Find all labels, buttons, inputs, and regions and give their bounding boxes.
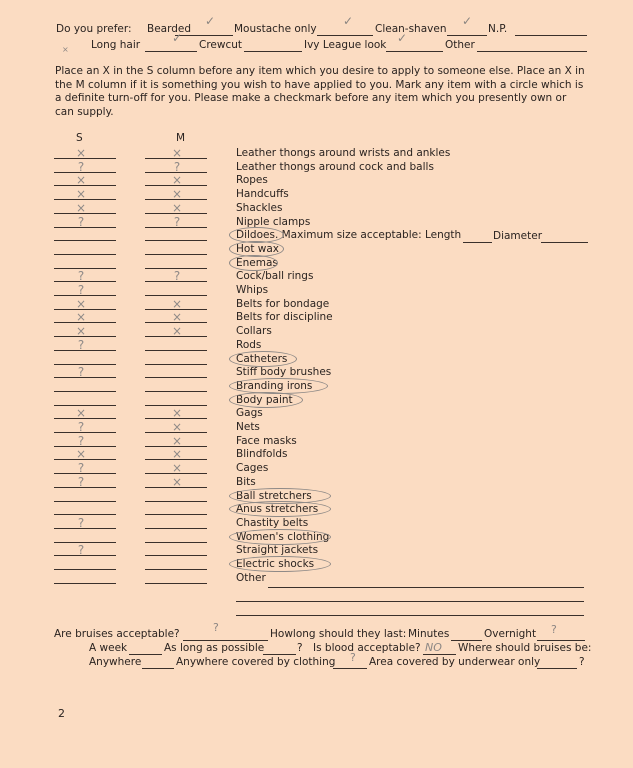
s-column-header: S (76, 132, 83, 144)
overnight-blank[interactable] (537, 640, 585, 641)
turn-off-circle (229, 351, 297, 367)
underwear-question: ? (579, 656, 585, 668)
s-column-mark: ? (77, 543, 85, 558)
s-column-blank[interactable] (54, 254, 116, 255)
turn-off-circle (229, 556, 331, 572)
m-column-mark: × (171, 461, 183, 476)
minutes-blank[interactable] (451, 640, 482, 641)
item-label: Cock/ball rings (236, 270, 314, 283)
m-column-mark: × (171, 420, 183, 434)
s-column-mark: × (75, 146, 87, 160)
stray-x-mark: × (62, 45, 69, 54)
s-column-mark: ? (77, 337, 85, 352)
s-column-blank[interactable] (54, 583, 116, 584)
s-column-blank[interactable] (54, 555, 116, 556)
item-label: Ropes (236, 174, 268, 187)
m-column-mark: × (171, 474, 183, 489)
clean-shaven-check-mark: ✓ (462, 14, 473, 28)
s-column-blank[interactable] (54, 227, 116, 228)
s-column-blank[interactable] (54, 377, 116, 378)
area-underwear-blank[interactable] (537, 668, 577, 669)
item-label: Rods (236, 338, 262, 351)
item-label: Women's clothing (236, 530, 330, 543)
m-column-blank[interactable] (145, 569, 207, 570)
crewcut-label: Crewcut (199, 39, 243, 51)
crewcut-blank[interactable] (244, 51, 302, 52)
s-column-blank[interactable] (54, 391, 116, 392)
ivy-league-blank[interactable] (386, 51, 443, 52)
turn-off-circle (229, 255, 278, 271)
item-label: Belts for discipline (236, 311, 333, 324)
s-column-mark: × (75, 296, 87, 311)
s-column-mark: ? (77, 433, 85, 448)
m-column-blank[interactable] (145, 583, 207, 584)
s-column-blank[interactable] (54, 268, 116, 269)
item-label: Handcuffs (236, 188, 289, 201)
m-column-mark: × (171, 200, 183, 215)
item-label: Electric shocks (236, 558, 315, 570)
item-label: Branding irons (236, 379, 313, 392)
s-column-blank[interactable] (54, 542, 116, 543)
s-column-mark: ? (77, 214, 85, 229)
m-column-mark: × (171, 296, 183, 311)
s-column-mark: × (75, 406, 87, 421)
m-column-mark: × (171, 146, 183, 160)
s-column-blank[interactable] (54, 473, 116, 474)
m-column-mark: × (171, 187, 183, 202)
item-label: Face masks (236, 434, 297, 447)
item-label: Stiff body brushes (236, 366, 332, 379)
other-item-blank-2[interactable] (236, 601, 584, 602)
blood-acceptable-label: Is blood acceptable? (313, 642, 421, 654)
bearded-check-mark: ✓ (205, 14, 216, 28)
item-label: Anus stretchers (236, 503, 319, 516)
as-long-question: ? (297, 642, 303, 654)
a-week-label: A week (89, 642, 128, 654)
other-pref-label: Other (445, 39, 475, 51)
m-column-mark: × (171, 310, 183, 325)
np-label: N.P. (488, 23, 508, 35)
m-column-blank[interactable] (145, 528, 207, 529)
overnight-question-mark: ? (551, 623, 557, 636)
s-column-mark: ? (77, 515, 85, 530)
dildo-diameter-blank[interactable] (541, 242, 588, 243)
s-column-blank[interactable] (54, 528, 116, 529)
s-column-mark: × (75, 187, 87, 202)
m-column-header: M (176, 132, 186, 144)
diameter-label: Diameter (493, 230, 543, 242)
m-column-blank[interactable] (145, 377, 207, 378)
item-label: Shackles (236, 201, 283, 214)
as-long-as-possible-label: As long as possible (164, 642, 265, 654)
s-column-mark: ? (77, 269, 85, 284)
s-column-blank[interactable] (54, 569, 116, 570)
s-column-blank[interactable] (54, 487, 116, 488)
ivy-league-check-mark: ✓ (397, 31, 408, 45)
item-label: Bits (236, 475, 256, 488)
s-column-mark: × (75, 173, 87, 188)
item-label: Collars (236, 325, 272, 338)
item-label: Leather thongs around cock and balls (236, 160, 434, 173)
m-column-mark: × (171, 433, 183, 448)
bruises-acceptable-question-mark: ? (213, 621, 219, 634)
do-you-prefer-label: Do you prefer: (56, 23, 132, 35)
overnight-label: Overnight (484, 628, 537, 640)
bearded-blank[interactable] (175, 35, 233, 36)
m-column-mark: × (171, 406, 183, 421)
s-column-mark: × (75, 200, 87, 215)
minutes-label: Minutes (408, 628, 450, 640)
s-column-mark: × (75, 324, 87, 339)
m-column-blank[interactable] (145, 501, 207, 502)
m-column-mark: ? (173, 269, 181, 284)
m-column-blank[interactable] (145, 391, 207, 392)
s-column-blank[interactable] (54, 432, 116, 433)
s-column-blank[interactable] (54, 350, 116, 351)
s-column-blank[interactable] (54, 501, 116, 502)
bearded-label: Bearded (147, 23, 192, 35)
m-column-mark: ? (173, 159, 181, 174)
m-column-blank[interactable] (145, 295, 207, 296)
clothing-question-mark: ? (350, 651, 356, 664)
blood-no-annotation: NO (425, 641, 442, 654)
page-number: 2 (58, 707, 65, 720)
s-column-blank[interactable] (54, 364, 116, 365)
long-hair-blank[interactable] (145, 51, 197, 52)
item-label: Other (236, 571, 266, 584)
item-label: Leather thongs around wrists and ankles (236, 147, 451, 159)
item-label: Chastity belts (236, 516, 309, 529)
s-column-mark: ? (77, 474, 85, 489)
m-column-blank[interactable] (145, 254, 207, 255)
item-label: Gags (236, 407, 263, 420)
item-label: Body paint (236, 393, 293, 406)
item-label: Cages (236, 462, 269, 475)
area-underwear-label: Area covered by underwear only (369, 656, 541, 668)
item-label: Enemas (236, 256, 278, 269)
m-column-blank[interactable] (145, 555, 207, 556)
how-long-label: Howlong should they last: (270, 628, 407, 640)
a-week-blank[interactable] (129, 654, 162, 655)
ivy-league-label: Ivy League look (304, 39, 387, 51)
other-item-blank[interactable] (268, 587, 584, 588)
item-label: Whips (236, 284, 269, 296)
s-column-mark: ? (77, 461, 85, 476)
m-column-blank[interactable] (145, 542, 207, 543)
turn-off-circle (229, 392, 303, 408)
moustache-blank[interactable] (317, 35, 373, 36)
np-blank[interactable] (515, 35, 587, 36)
m-column-blank[interactable] (145, 364, 207, 365)
s-column-mark: ? (77, 365, 85, 380)
anywhere-blank[interactable] (142, 668, 174, 669)
where-bruises-label: Where should bruises be: (458, 642, 592, 654)
m-column-mark: × (171, 173, 183, 188)
anywhere-clothing-label: Anywhere covered by clothing (176, 656, 336, 668)
item-label: Straight jackets (236, 544, 319, 557)
item-label: Blindfolds (236, 448, 288, 461)
s-column-blank[interactable] (54, 281, 116, 282)
item-label: Nets (236, 421, 260, 433)
anywhere-clothing-blank[interactable] (333, 668, 367, 669)
turn-off-circle (229, 529, 331, 545)
blood-blank[interactable] (423, 654, 456, 655)
m-column-blank[interactable] (145, 350, 207, 351)
s-column-mark: × (75, 310, 87, 325)
long-hair-check-mark: ✓ (172, 31, 183, 45)
instructions-paragraph: Place an X in the S column before any item which you desire to apply to someone else. Place an X in the M column if it is something you wish to have applied to you. Mark any item with a circle which is a definite turn-off for you. Please make a checkmark before any item which you presently own or can supply. (55, 65, 585, 119)
clean-shaven-blank[interactable] (447, 35, 487, 36)
m-column-mark: ? (173, 214, 181, 229)
as-long-as-possible-blank[interactable] (263, 654, 296, 655)
bruises-acceptable-label: Are bruises acceptable? (54, 628, 180, 640)
m-column-mark: × (171, 447, 183, 462)
s-column-mark: × (75, 447, 87, 462)
s-column-mark: ? (77, 283, 85, 297)
moustache-check-mark: ✓ (343, 14, 354, 28)
item-label: Hot wax (236, 242, 280, 255)
s-column-mark: ? (77, 159, 85, 174)
item-label: Catheters (236, 352, 288, 365)
anywhere-label: Anywhere (89, 656, 142, 668)
item-label: Ball stretchers (236, 489, 312, 502)
s-column-blank[interactable] (54, 295, 116, 296)
item-label: Dildoes. Maximum size acceptable: Length (236, 229, 462, 242)
moustache-only-label: Moustache only (234, 23, 317, 35)
item-label: Nipple clamps (236, 215, 311, 228)
s-column-blank[interactable] (54, 514, 116, 515)
s-column-blank[interactable] (54, 240, 116, 241)
item-label: Belts for bondage (236, 297, 330, 310)
m-column-blank[interactable] (145, 514, 207, 515)
other-item-blank-3[interactable] (236, 615, 584, 616)
dildo-length-blank[interactable] (463, 242, 492, 243)
bruises-acceptable-blank[interactable] (183, 640, 268, 641)
m-column-mark: × (171, 324, 183, 339)
long-hair-label: Long hair (91, 39, 141, 51)
m-column-blank[interactable] (145, 240, 207, 241)
s-column-mark: ? (77, 420, 85, 434)
other-pref-blank[interactable] (477, 51, 587, 52)
clean-shaven-label: Clean-shaven (375, 23, 447, 35)
